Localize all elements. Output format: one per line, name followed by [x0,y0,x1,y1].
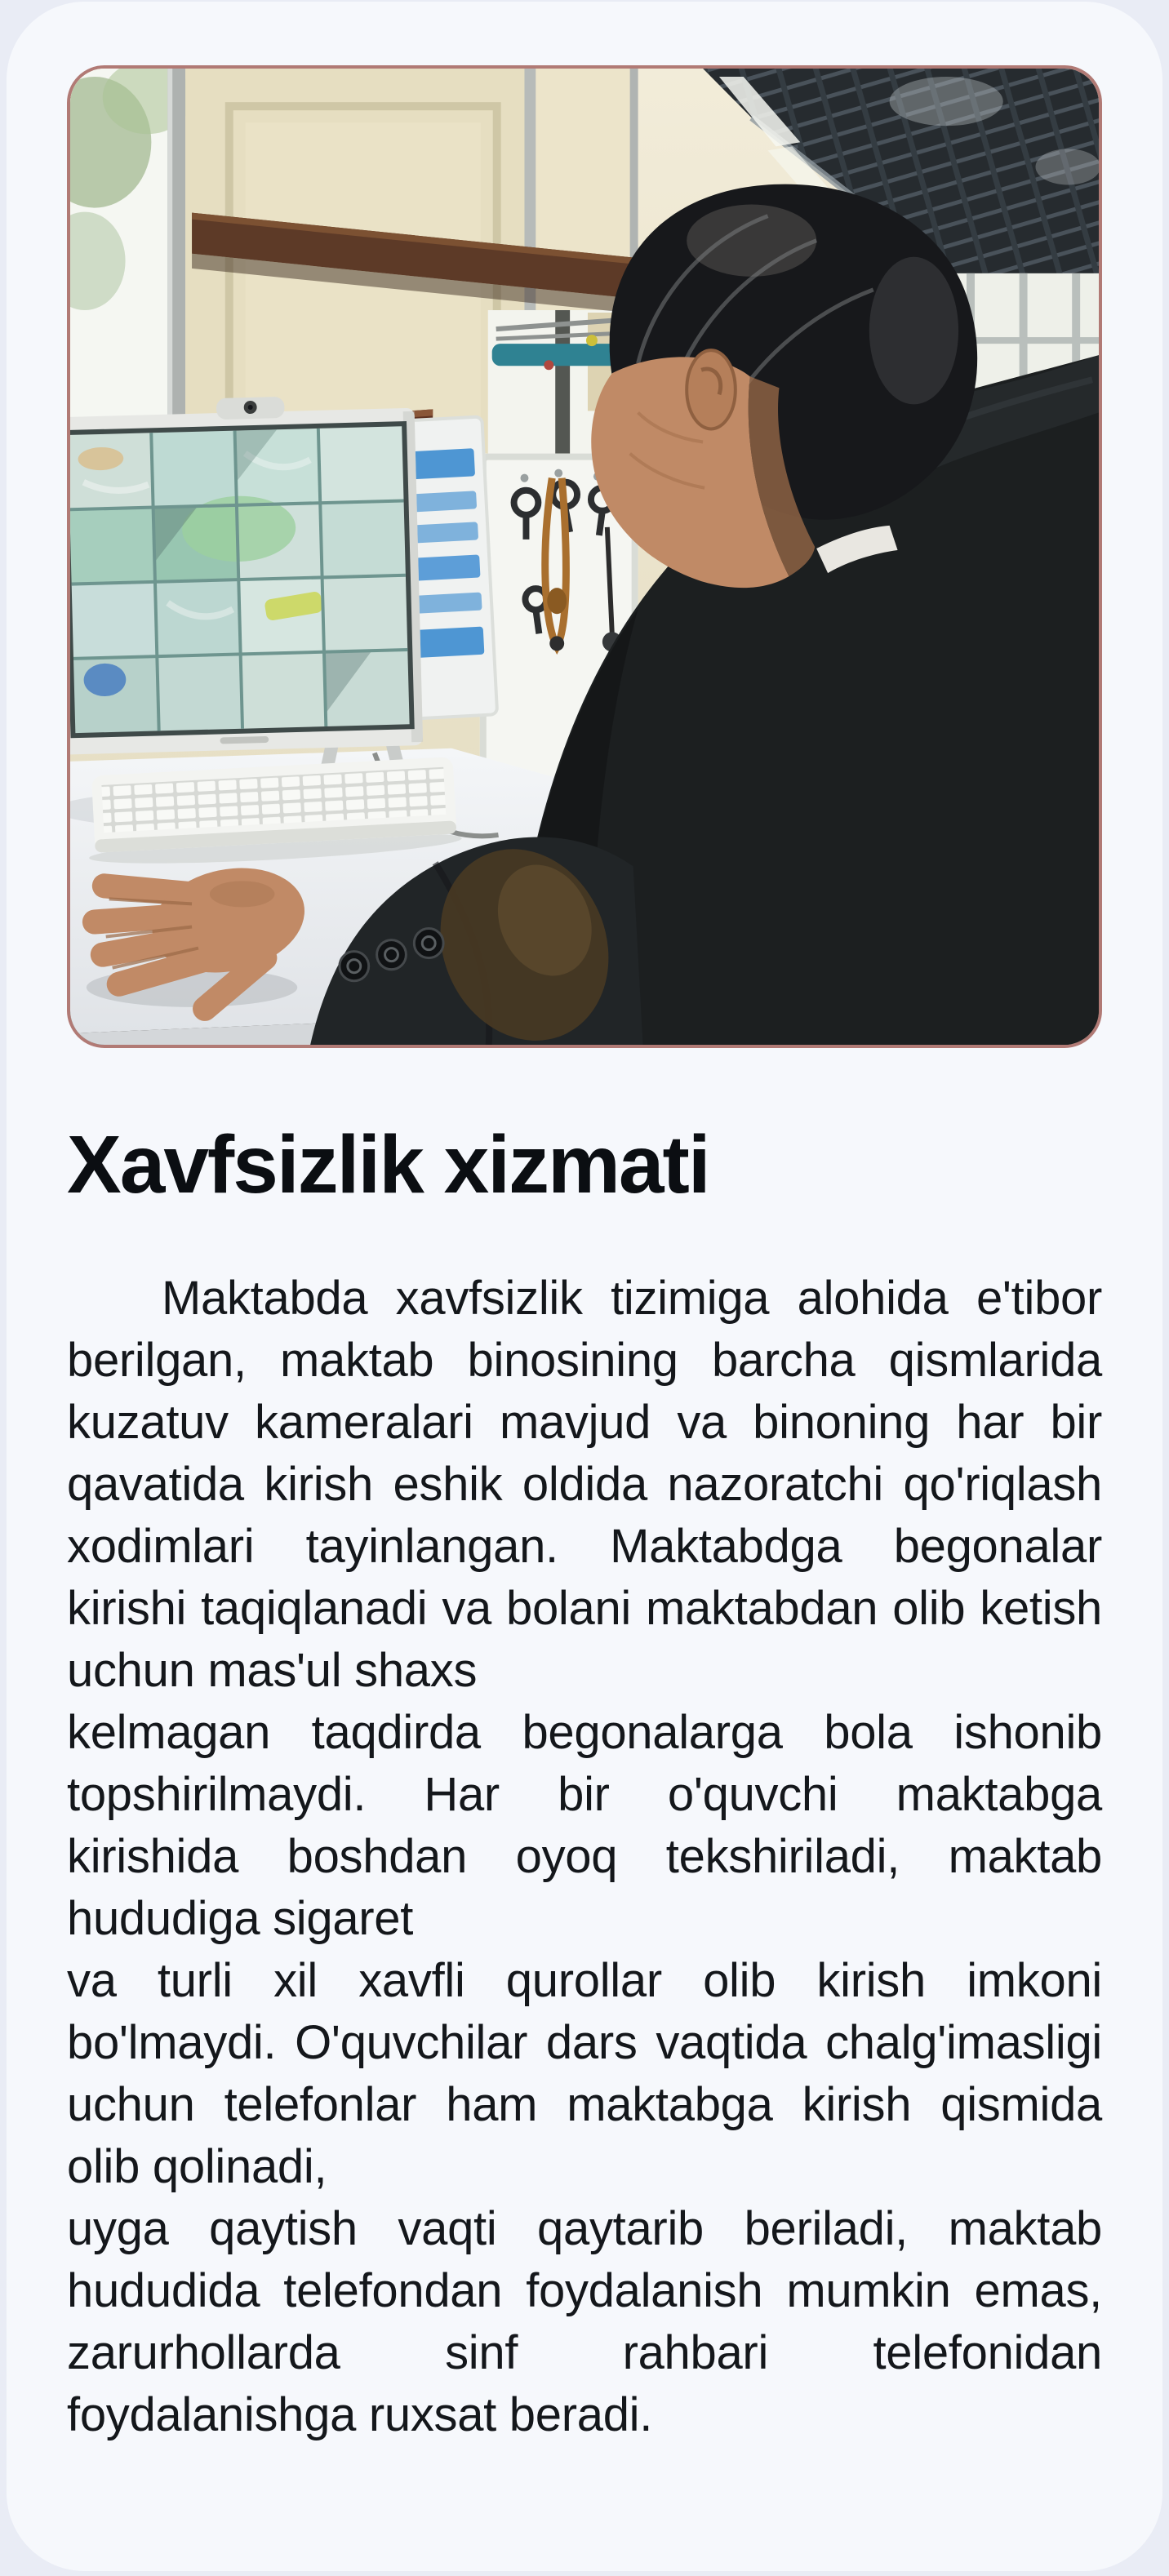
article-paragraph: uyga qaytish vaqti qaytarib beriladi, maktab hududida telefondan foydalanish mumkin emas, zarurhollarda sinf rahbari telefonidan foydalanishga ruxsat beradi. [67,2202,1102,2441]
article-body [67,1268,1102,2446]
security-monitoring-photo [67,65,1102,1048]
cctv-room-illustration [70,69,1099,1045]
article-paragraph: va turli xil xavfli qurollar olib kirish imkoni bo'lmaydi. O'quvchilar dars vaqtida chalg'imasligi uchun telefonlar ham maktabga kirish qismida olib qolinadi, [67,1954,1102,2193]
cctv-grid [70,426,410,733]
hand [87,855,314,1009]
ear [687,350,736,429]
article-card [7,2,1162,2571]
article-paragraph: Maktabda xavfsizlik tizimiga alohida e'tibor berilgan, maktab binosining barcha qismlarida kuzatuv kameralari mavjud va binoning har bir qavatida kirish eshik oldida nazoratchi qo'riqlash xodimlari tayinlangan. Maktabdga begonalar kirishi taqiqlanadi va bolani maktabdan olib ketish uchun mas'ul shaxs [67,1272,1102,1697]
article-paragraph: kelmagan taqdirda begonalarga bola ishonib topshirilmaydi. Har bir o'quvchi maktabga kirishida boshdan oyoq tekshiriladi, maktab hududiga sigaret [67,1706,1102,1945]
page-title: Xavfsizlik xizmati [67,1119,709,1210]
